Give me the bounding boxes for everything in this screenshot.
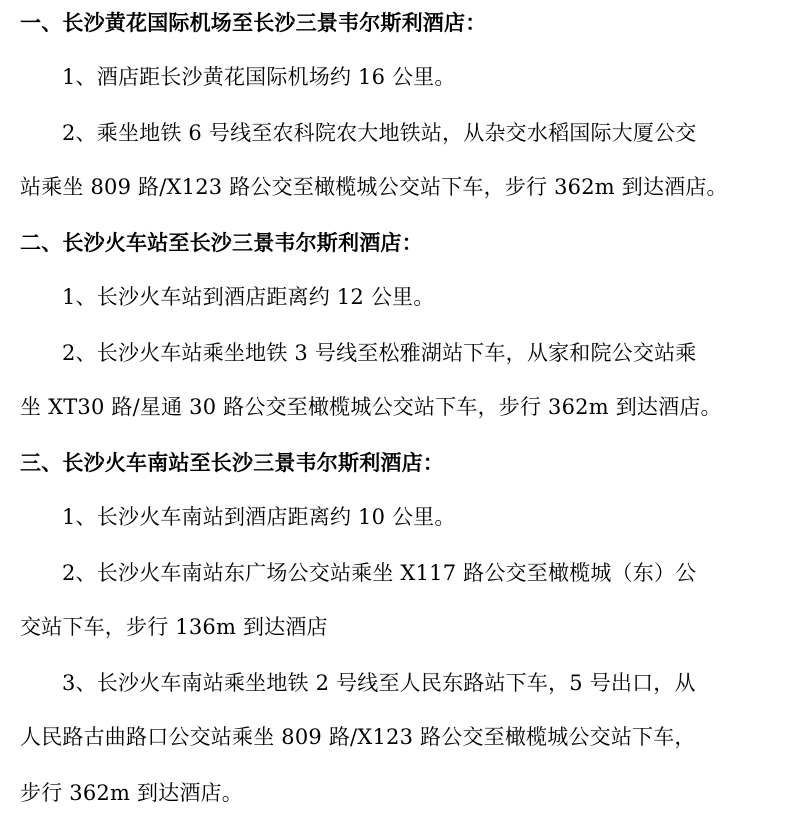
section-3-item-3-line-3: 步行 362m 到达酒店。 [20,781,243,805]
section-3-item-2-line-2: 交站下车，步行 136m 到达酒店 [20,615,328,639]
section-2-item-2-line-1: 2、长沙火车站乘坐地铁 3 号线至松雅湖站下车，从家和院公交站乘 [62,341,697,365]
section-1-item-2-line-1: 2、乘坐地铁 6 号线至农科院农大地铁站，从杂交水稻国际大厦公交 [62,121,697,145]
section-3-heading: 三、长沙火车南站至长沙三景韦尔斯利酒店： [20,450,444,475]
section-1-item-2-line-2: 站乘坐 809 路/X123 路公交至橄榄城公交站下车，步行 362m 到达酒店。 [20,175,728,199]
section-1-item-1-line-1: 1、酒店距长沙黄花国际机场约 16 公里。 [62,65,456,89]
section-2-item-2-line-2: 坐 XT30 路/星通 30 路公交至橄榄城公交站下车，步行 362m 到达酒店。 [20,395,722,419]
section-3-item-3-line-2: 人民路古曲路口公交站乘坐 809 路/X123 路公交至橄榄城公交站下车， [20,725,696,749]
section-2-heading: 二、长沙火车站至长沙三景韦尔斯利酒店： [20,230,423,255]
section-1-heading: 一、长沙黄花国际机场至长沙三景韦尔斯利酒店： [20,10,487,35]
section-3-item-2-line-1: 2、长沙火车南站东广场公交站乘坐 X117 路公交至橄榄城（东）公 [62,561,697,585]
section-3-item-1-line-1: 1、长沙火车南站到酒店距离约 10 公里。 [62,505,456,529]
section-3-item-3-line-1: 3、长沙火车南站乘坐地铁 2 号线至人民东路站下车，5 号出口，从 [62,671,696,695]
section-2-item-1-line-1: 1、长沙火车站到酒店距离约 12 公里。 [62,285,435,309]
